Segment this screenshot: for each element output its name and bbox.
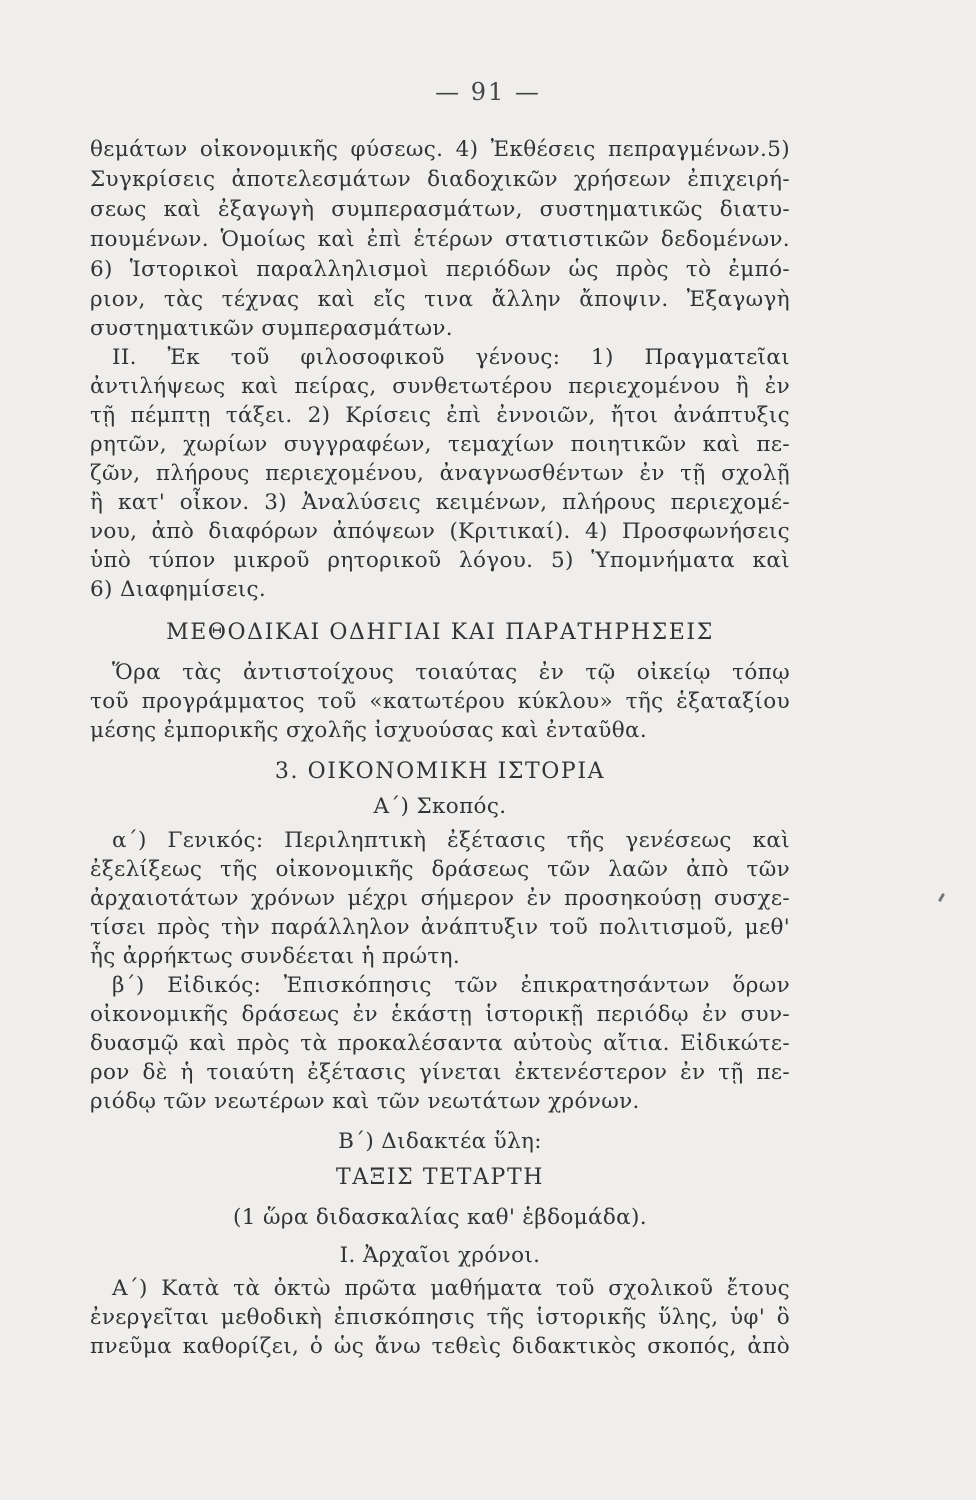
text-line: 6) Διαφημίσεις. <box>90 577 267 602</box>
section-heading: ΤΑΞΙΣ ΤΕΤΑΡΤΗ <box>335 1165 545 1190</box>
text-line: νου, ἀπὸ διαφόρων ἀπόψεων (Κριτικαί). 4) Προσφωνήσεις <box>90 519 790 544</box>
scan-speck <box>938 893 945 902</box>
text-line: Α΄) Κατὰ τὰ ὀκτὼ πρῶτα μαθήματα τοῦ σχολικοῦ ἔτους <box>112 1276 790 1301</box>
text-line: τοῦ προγράμματος τοῦ «κατωτέρου κύκλου» τῆς ἑξαταξίου <box>90 689 790 714</box>
text-line: πουμένων. Ὁμοίως καὶ ἐπὶ ἑτέρων στατιστικῶν δεδομένων. <box>90 227 790 252</box>
text-line: ριον, τὰς τέχνας καὶ εἴς τινα ἄλλην ἄποψιν. Ἐξαγωγὴ <box>90 287 790 312</box>
text-line: ζῶν, πλήρους περιεχομένου, ἀναγνωσθέντων ἐν τῇ σχολῇ <box>90 461 790 486</box>
text-line: ὑπὸ τύπον μικροῦ ρητορικοῦ λόγου. 5) Ὑπομνήματα καὶ <box>90 548 790 573</box>
text-line: θεμάτων οἰκονομικῆς φύσεως. 4) Ἐκθέσεις πεπραγμένων.5) <box>90 137 790 162</box>
page-number: — 91 — <box>435 78 541 106</box>
text-line: ριόδῳ τῶν νεωτέρων καὶ τῶν νεωτάτων χρόνων. <box>90 1089 640 1114</box>
text-line: α΄) Γενικός: Περιληπτικὴ ἐξέτασις τῆς γενέσεως καὶ <box>112 828 790 853</box>
text-line: 6) Ἱστορικοὶ παραλληλισμοὶ περιόδων ὡς πρὸς τὸ ἐμπό- <box>90 257 790 282</box>
text-line: β΄) Εἰδικός: Ἐπισκόπησις τῶν ἐπικρατησάντων ὅρων <box>112 973 790 998</box>
subsection-heading: (1 ὥρα διδασκαλίας καθ' ἑβδομάδα). <box>233 1205 647 1230</box>
text-line: μέσης ἐμπορικῆς σχολῆς ἰσχυούσας καὶ ἐνταῦθα. <box>90 718 648 743</box>
text-line: δυασμῷ καὶ πρὸς τὰ προκαλέσαντα αὐτοὺς αἴτια. Εἰδικώτε- <box>90 1031 790 1056</box>
text-line: Συγκρίσεις ἀποτελεσμάτων διαδοχικῶν χρήσεων ἐπιχειρή- <box>90 167 790 192</box>
text-line: ἀντιλήψεως καὶ πείρας, συνθετωτέρου περιεχομένου ἢ ἐν <box>90 374 790 399</box>
text-line: ΙΙ. Ἐκ τοῦ φιλοσοφικοῦ γένους: 1) Πραγματεῖαι <box>112 345 790 370</box>
text-line: ἀρχαιοτάτων χρόνων μέχρι σήμερον ἐν προσηκούσῃ συσχε- <box>90 886 790 911</box>
text-line: σεως καὶ ἐξαγωγὴ συμπερασμάτων, συστηματικῶς διατυ- <box>90 197 790 222</box>
text-line: ἢ κατ' οἶκον. 3) Ἀναλύσεις κειμένων, πλήρους περιεχομέ- <box>90 490 790 515</box>
text-line: ρον δὲ ἡ τοιαύτη ἐξέτασις γίνεται ἐκτενέστερον ἐν τῇ πε- <box>90 1060 790 1085</box>
section-heading: ΜΕΘΟΔΙΚΑΙ ΟΔΗΓΙΑΙ ΚΑΙ ΠΑΡΑΤΗΡΗΣΕΙΣ <box>166 620 714 645</box>
text-line: οἰκονομικῆς δράσεως ἐν ἑκάστῃ ἱστορικῇ περιόδῳ ἐν συν- <box>90 1002 790 1027</box>
text-line: τῇ πέμπτῃ τάξει. 2) Κρίσεις ἐπὶ ἐννοιῶν, ἤτοι ἀνάπτυξις <box>90 403 790 428</box>
text-line: ρητῶν, χωρίων συγγραφέων, τεμαχίων ποιητικῶν καὶ πε- <box>90 432 790 457</box>
subsection-heading: Β΄) Διδακτέα ὕλη: <box>338 1129 542 1154</box>
text-line: συστηματικῶν συμπερασμάτων. <box>90 316 453 341</box>
text-line: ἧς ἀρρήκτως συνδέεται ἡ πρώτη. <box>90 944 461 969</box>
text-line: πνεῦμα καθορίζει, ὁ ὡς ἄνω τεθεὶς διδακτικὸς σκοπός, ἀπὸ <box>90 1334 790 1359</box>
text-line: Ὅρα τὰς ἀντιστοίχους τοιαύτας ἐν τῷ οἰκείῳ τόπῳ <box>112 660 790 685</box>
text-line: ἐνεργεῖται μεθοδικὴ ἐπισκόπησις τῆς ἱστορικῆς ὕλης, ὑφ' ὃ <box>90 1305 790 1330</box>
text-line: ἐξελίξεως τῆς οἰκονομικῆς δράσεως τῶν λαῶν ἀπὸ τῶν <box>90 857 790 882</box>
subsection-heading: Α΄) Σκοπός. <box>373 794 507 819</box>
text-line: τίσει πρὸς τὴν παράλληλον ἀνάπτυξιν τοῦ πολιτισμοῦ, μεθ' <box>90 915 790 940</box>
subsection-heading: Ι. Ἀρχαῖοι χρόνοι. <box>339 1243 541 1268</box>
section-heading: 3. ΟΙΚΟΝΟΜΙΚΗ ΙΣΤΟΡΙΑ <box>274 759 606 784</box>
